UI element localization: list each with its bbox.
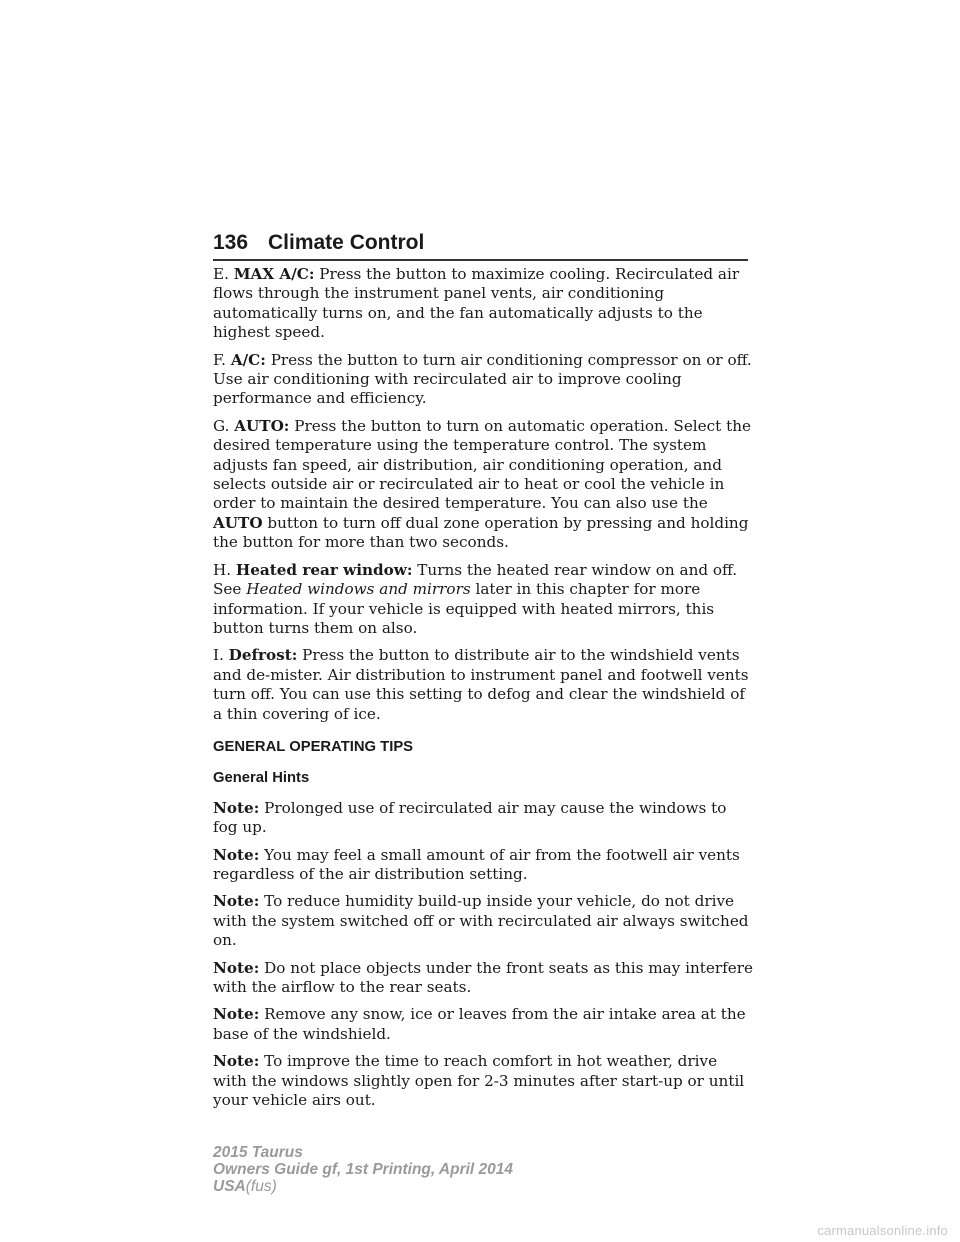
note-label: Note: [213,798,260,817]
item-f-text: Press the button to turn air conditioning compressor on or off. Use air conditioning with recirculated air to improve cooling performance and efficiency. [213,350,752,408]
item-f-paragraph [213,351,753,409]
note-paragraph [213,1005,753,1044]
note-paragraph [213,799,753,838]
footer-market [213,1178,513,1195]
item-i-paragraph [213,646,753,724]
item-h-text-1: Turns the heated rear window on and off. See [213,560,738,599]
item-e-label: MAX A/C: [233,265,315,283]
footer-market-code: USA [213,1178,246,1195]
page-body [213,265,753,1118]
note-label: Note: [213,892,260,911]
footer-model: 2015 Taurus [213,1144,303,1161]
note-label: Note: [213,1052,260,1071]
item-g-inline-bold: AUTO [213,513,263,532]
item-g-letter: G. [213,416,230,435]
note-text: To improve the time to reach comfort in hot weather, drive with the windows slightly open for 2-3 minutes after start-up or until your vehicle airs out. [213,1052,745,1110]
section-heading: GENERAL OPERATING TIPS [213,738,414,755]
footer-market-suffix: (fus) [245,1178,277,1195]
note-text: Remove any snow, ice or leaves from the air intake area at the base of the windshield. [213,1005,746,1043]
item-h-text-2: later in this chapter for more information. If your vehicle is equipped with heated mirrors, this button turns them on also. [213,580,715,637]
item-e-letter: E. [213,265,229,283]
chapter-title: Climate Control [268,231,425,254]
item-h-paragraph [213,561,753,639]
item-h-letter: H. [213,560,232,579]
note-paragraph [213,892,753,950]
item-g-text-2: button to turn off dual zone operation by pressing and holding the button for more than two seconds. [213,513,749,552]
page-footer [213,1144,513,1195]
page-number: 136 [213,231,249,254]
page-header [213,229,748,261]
item-h-label: Heated rear window: [235,560,413,579]
item-f-label: A/C: [230,350,266,369]
footer-edition: Owners Guide gf, 1st Printing, April 2014 [213,1161,514,1178]
item-g-label: AUTO: [234,416,290,435]
item-i-letter: I. [213,646,224,665]
note-label: Note: [213,1005,260,1024]
note-text: You may feel a small amount of air from the footwell air vents regardless of the air distribution setting. [213,845,740,883]
item-i-text: Press the button to distribute air to the windshield vents and de-mister. Air distribution to instrument panel and footwell vents turn off. You can use this setting to defog and clear the windshield of a thin covering of ice. [213,646,749,723]
heated-windows-reference[interactable]: Heated windows and mirrors [246,580,471,599]
item-i-label: Defrost: [228,646,298,665]
note-text: To reduce humidity build-up inside your vehicle, do not drive with the system switched off or with recirculated air always switched on. [213,892,749,950]
item-e-text: Press the button to maximize cooling. Recirculated air flows through the instrument panel vents, air conditioning automatically turns on, and the fan automatically adjusts to the highest speed. [213,265,740,342]
note-paragraph [213,959,753,998]
note-label: Note: [213,958,260,977]
note-text: Prolonged use of recirculated air may cause the windows to fog up. [213,798,727,837]
item-g-paragraph [213,417,753,553]
subsection-heading: General Hints [213,770,310,787]
note-paragraph [213,1052,753,1110]
item-e-paragraph [213,265,753,343]
note-paragraph [213,846,753,885]
watermark: carmanualsonline.info [817,1223,948,1238]
item-g-text-1: Press the button to turn on automatic operation. Select the desired temperature using the temperature control. The system adjusts fan speed, air distribution, air conditioning operation, and selects outside air or recirculated air to heat or cool the vehicle in order to maintain the desired temperature. You can also use the [213,416,751,513]
item-f-letter: F. [213,350,226,369]
note-text: Do not place objects under the front seats as this may interfere with the airflow to the rear seats. [213,958,753,996]
note-label: Note: [213,845,260,864]
